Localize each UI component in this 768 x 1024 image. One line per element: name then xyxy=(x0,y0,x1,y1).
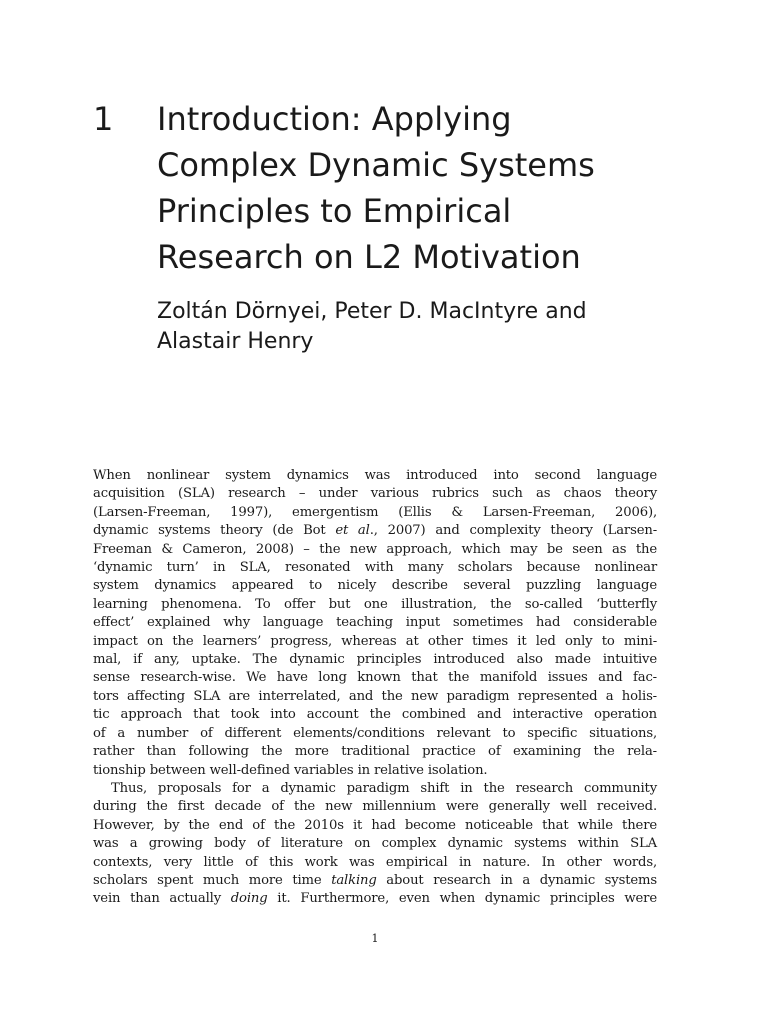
page-number: 1 xyxy=(371,932,379,945)
body-line: impact on the learners’ progress, whereas at other times it led only to mini- xyxy=(93,633,657,649)
chapter-title-line: Principles to Empirical xyxy=(157,192,512,230)
body-line: tic approach that took into account the combined and interactive operation xyxy=(93,707,657,723)
italic-text: talking xyxy=(331,872,377,888)
body-line: tionship between well-defined variables in relative isolation. xyxy=(93,762,488,778)
body-text xyxy=(93,467,657,909)
body-line: tors affecting SLA are interrelated, and the new paradigm represented a holis- xyxy=(93,688,657,704)
text-run: it. Furthermore, even when dynamic principles were xyxy=(267,891,657,907)
chapter-authors xyxy=(157,297,677,357)
body-line: When nonlinear system dynamics was introduced into second language xyxy=(93,468,657,483)
body-line: system dynamics appeared to nicely describe several puzzling language xyxy=(93,578,657,594)
body-line: Thus, proposals for a dynamic paradigm shift in the research community xyxy=(111,780,657,796)
body-line xyxy=(93,522,657,540)
body-line: acquisition (SLA) research – under various rubrics such as chaos theory xyxy=(93,486,657,502)
body-line: during the first decade of the new millennium were generally well received. xyxy=(93,799,657,815)
italic-text: et al xyxy=(335,523,370,539)
body-line: sense research-wise. We have long known that the manifold issues and fac- xyxy=(93,670,657,686)
chapter-title-line: Research on L2 Motivation xyxy=(157,238,581,276)
body-line: contexts, very little of this work was empirical in nature. In other words, xyxy=(93,854,657,870)
chapter-title-line: Complex Dynamic Systems xyxy=(157,146,595,184)
body-line: was a growing body of literature on complex dynamic systems within SLA xyxy=(93,836,657,852)
body-line: effect’ explained why language teaching input sometimes had considerable xyxy=(93,615,657,631)
text-run: dynamic systems theory (de Bot xyxy=(93,523,336,539)
body-line: rather than following the more traditional practice of examining the rela- xyxy=(93,744,657,760)
body-line: of a number of different elements/conditions relevant to specific situations, xyxy=(93,725,657,741)
body-line: (Larsen-Freeman, 1997), emergentism (Ellis & Larsen-Freeman, 2006), xyxy=(93,504,657,520)
body-line xyxy=(93,872,657,890)
text-run: vein than actually xyxy=(93,891,231,907)
body-line xyxy=(93,890,657,908)
text-run: scholars spent much more time xyxy=(93,872,332,888)
authors-line: Zoltán Dörnyei, Peter D. MacIntyre and xyxy=(157,299,587,324)
text-run: ., 2007) and complexity theory (Larsen- xyxy=(369,523,657,539)
body-line: learning phenomena. To offer but one illustration, the so-called ‘butterfly xyxy=(93,596,657,612)
authors-line: Alastair Henry xyxy=(157,329,314,354)
body-line: Freeman & Cameron, 2008) – the new approach, which may be seen as the xyxy=(93,541,657,557)
italic-text: doing xyxy=(230,891,268,907)
text-run: about research in a dynamic systems xyxy=(376,872,657,888)
chapter-title xyxy=(157,96,717,280)
chapter-number: 1 xyxy=(93,100,114,138)
body-line: mal, if any, uptake. The dynamic principles introduced also made intuitive xyxy=(93,652,657,668)
chapter-title-line: Introduction: Applying xyxy=(157,100,512,138)
body-line: ‘dynamic turn’ in SLA, resonated with many scholars because nonlinear xyxy=(93,560,657,576)
body-line: However, by the end of the 2010s it had become noticeable that while there xyxy=(93,817,657,833)
